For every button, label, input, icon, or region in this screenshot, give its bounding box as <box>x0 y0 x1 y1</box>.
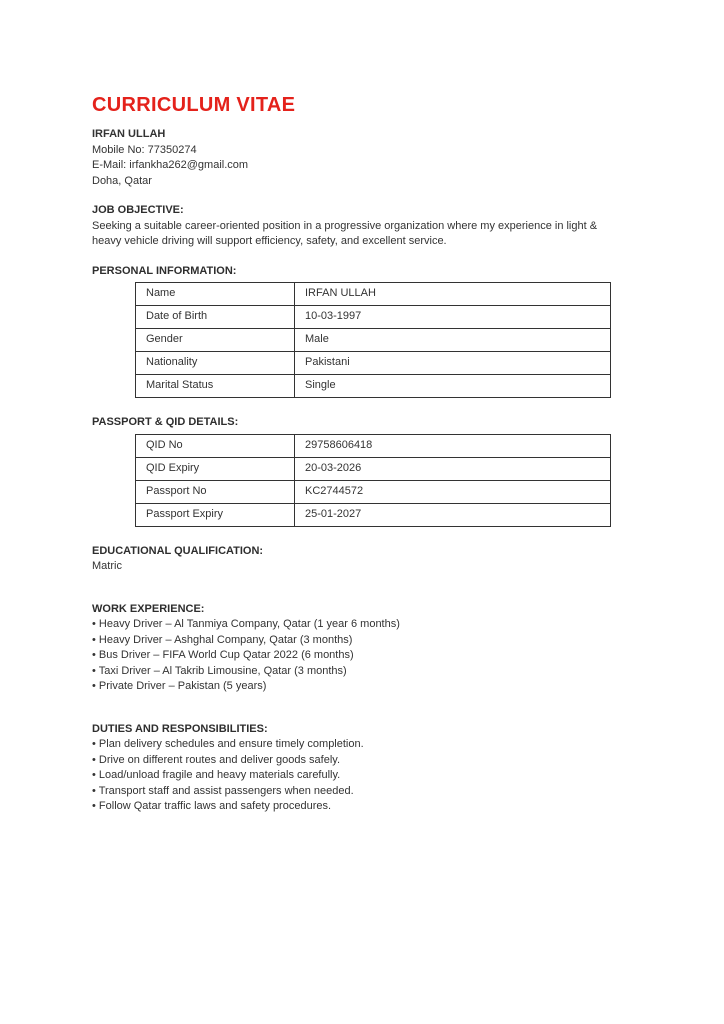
row-value: Male <box>295 329 611 352</box>
list-item: • Drive on different routes and deliver goods safely. <box>92 753 341 766</box>
education-heading: EDUCATIONAL QUALIFICATION: <box>92 544 264 557</box>
row-value: IRFAN ULLAH <box>295 283 611 306</box>
work-experience-section <box>92 602 626 695</box>
personal-information-table <box>135 282 611 398</box>
list-item: • Bus Driver – FIFA World Cup Qatar 2022 (6 months) <box>92 649 354 661</box>
row-label: QID Expiry <box>136 457 295 480</box>
table-row <box>136 375 611 398</box>
table-row <box>136 457 611 480</box>
contact-block <box>92 127 626 189</box>
education-value: Matric <box>92 560 122 572</box>
cv-content <box>92 94 626 829</box>
education-section <box>92 544 626 575</box>
list-item: • Private Driver – Pakistan (5 years) <box>92 680 267 692</box>
row-value: Single <box>295 375 611 398</box>
passport-qid-table <box>135 434 611 527</box>
table-row <box>136 329 611 352</box>
list-item: • Heavy Driver – Ashghal Company, Qatar (3 months) <box>92 633 353 646</box>
list-item: • Follow Qatar traffic laws and safety procedures. <box>92 800 332 812</box>
personal-information-section <box>92 264 626 399</box>
row-label: Marital Status <box>136 375 295 398</box>
table-row <box>136 434 611 457</box>
passport-qid-heading: PASSPORT & QID DETAILS: <box>92 416 239 428</box>
page-title: CURRICULUM VITAE <box>92 94 296 116</box>
row-label: QID No <box>136 434 295 457</box>
work-experience-heading: WORK EXPERIENCE: <box>92 602 205 615</box>
table-row <box>136 503 611 526</box>
mobile-line: Mobile No: 77350274 <box>92 143 197 156</box>
row-value: Pakistani <box>295 352 611 375</box>
job-objective-section <box>92 203 626 250</box>
row-label: Passport No <box>136 480 295 503</box>
spacer <box>92 589 626 602</box>
spacer <box>92 709 626 722</box>
email-line: E-Mail: irfankha262@gmail.com <box>92 159 249 171</box>
job-objective-heading: JOB OBJECTIVE: <box>92 204 184 216</box>
passport-qid-section <box>92 415 626 527</box>
list-item: • Heavy Driver – Al Tanmiya Company, Qatar (1 year 6 months) <box>92 618 400 630</box>
list-item: • Load/unload fragile and heavy materials carefully. <box>92 769 341 781</box>
list-item: • Taxi Driver – Al Takrib Limousine, Qatar (3 months) <box>92 664 347 677</box>
job-objective-text: Seeking a suitable career-oriented position in a progressive organization where my experience in light & heavy vehicle driving will support efficiency, safety, and excellent service. <box>92 219 598 247</box>
row-value: 20-03-2026 <box>295 457 611 480</box>
duties-heading: DUTIES AND RESPONSIBILITIES: <box>92 722 268 735</box>
row-label: Passport Expiry <box>136 503 295 526</box>
row-label: Date of Birth <box>136 306 295 329</box>
row-value: KC2744572 <box>295 480 611 503</box>
row-label: Nationality <box>136 352 295 375</box>
row-label: Name <box>136 283 295 306</box>
row-label: Gender <box>136 329 295 352</box>
table-row <box>136 306 611 329</box>
table-row <box>136 283 611 306</box>
list-item: • Plan delivery schedules and ensure timely completion. <box>92 738 364 750</box>
candidate-name: IRFAN ULLAH <box>92 128 166 140</box>
table-row <box>136 480 611 503</box>
row-value: 29758606418 <box>295 434 611 457</box>
row-value: 25-01-2027 <box>295 503 611 526</box>
duties-section <box>92 722 626 815</box>
table-row <box>136 352 611 375</box>
row-value: 10-03-1997 <box>295 306 611 329</box>
personal-information-heading: PERSONAL INFORMATION: <box>92 264 237 277</box>
list-item: • Transport staff and assist passengers when needed. <box>92 784 354 797</box>
location-line: Doha, Qatar <box>92 174 152 187</box>
